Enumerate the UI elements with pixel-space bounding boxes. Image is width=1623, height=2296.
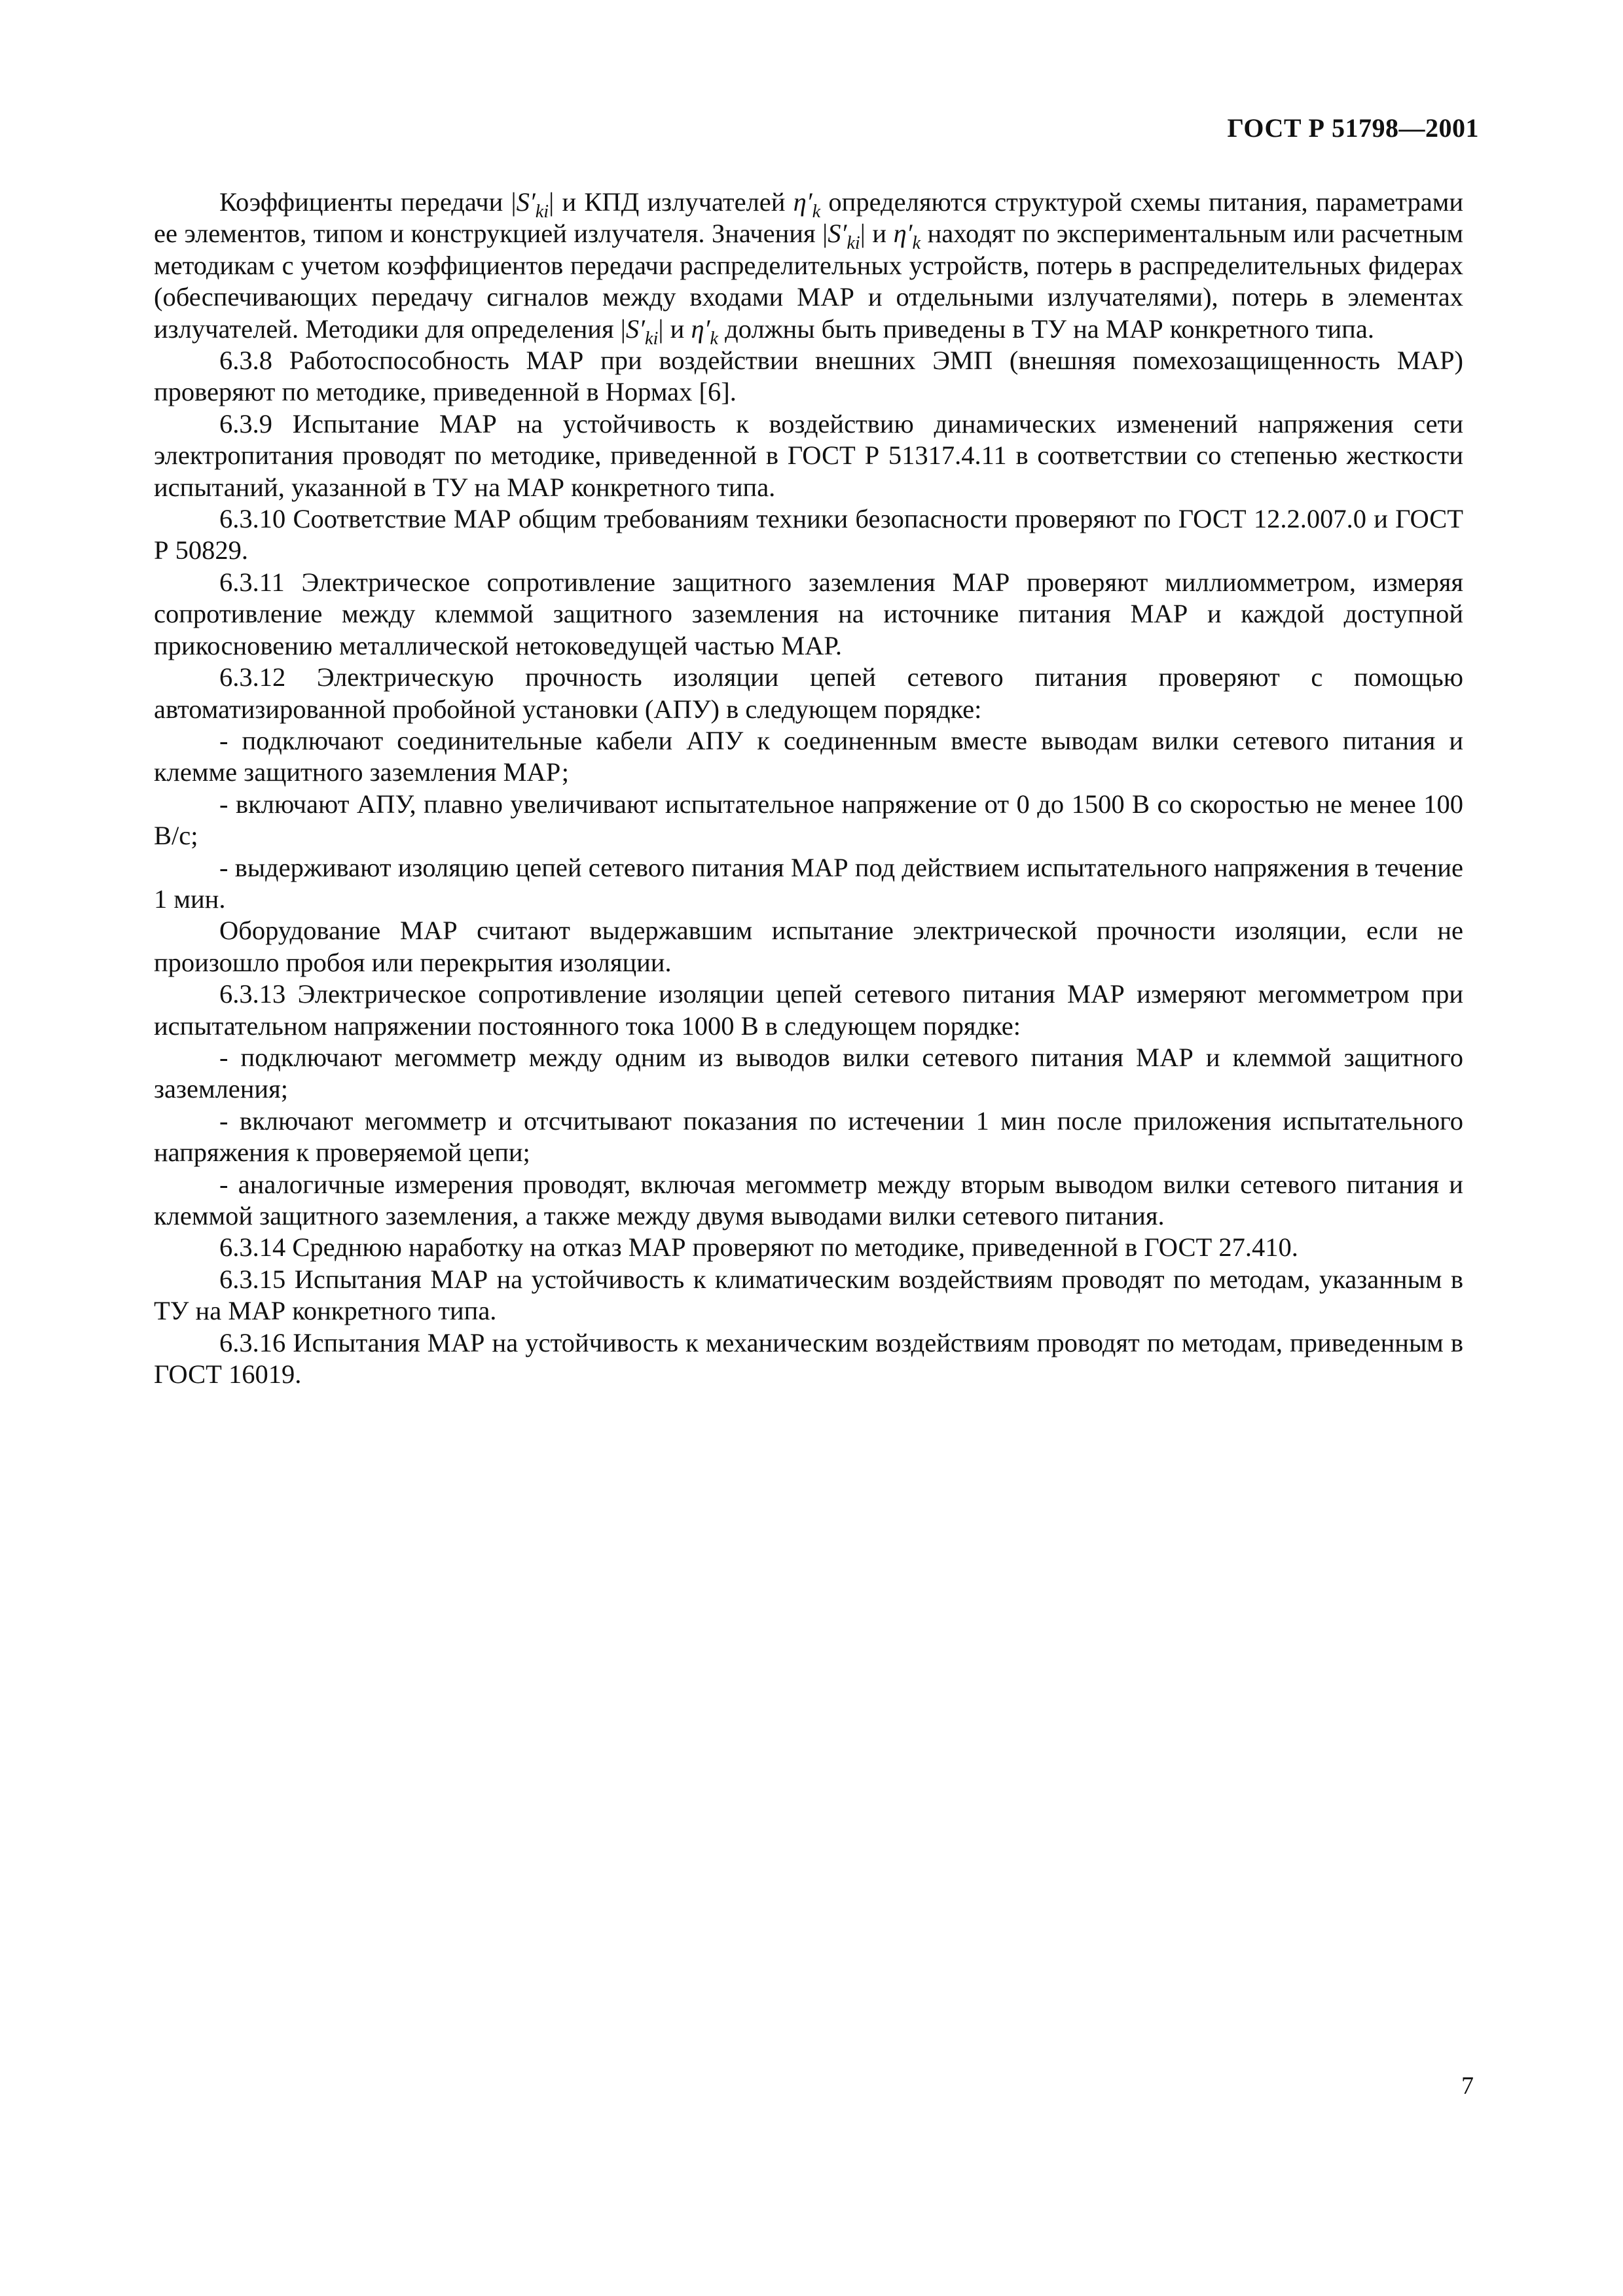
intro-text-4: и <box>865 219 894 249</box>
clause-6-3-13-step-3: - аналогичные измерения проводят, включая мегомметр между вторым выводом вилки сетевого питания и клеммой защитного заземления, а также между двумя выводами вилки сетевого питания. <box>154 1169 1463 1230</box>
abs-bar-open: | <box>620 314 626 344</box>
intro-text-1: Коэффициенты передачи <box>219 187 511 217</box>
symbol-s-ki <box>828 219 860 254</box>
intro-text-2: и КПД излучателей <box>554 187 793 217</box>
clause-6-3-12: 6.3.12 Электрическую прочность изоляции цепей сетевого питания проверяют с помощью автоматизированной пробойной установки (АПУ) в следующем порядке: <box>154 662 1463 724</box>
symbol-prime: ′ <box>841 219 847 249</box>
intro-paragraph <box>154 187 1463 349</box>
abs-bar-open: | <box>822 219 828 249</box>
symbol-prime: ′ <box>704 314 710 344</box>
symbol-s: S <box>625 314 640 344</box>
intro-text-5: находят по экспериментальным или расчетным методикам с учетом коэффициентов передачи распределительных устройств, потерь в распределительных фидерах (обеспечивающих передачу сигналов между входами МАР и отдельными излучателями), потерь в элементах излучателей. Методики для определения <box>154 219 1463 344</box>
symbol-sub-ki: ki <box>644 328 659 349</box>
symbol-sub-k: k <box>710 328 719 349</box>
symbol-eta: η <box>893 219 907 249</box>
clause-6-3-11: 6.3.11 Электрическое сопротивление защитного заземления МАР проверяют миллиомметром, измеряя сопротивление между клеммой защитного заземления на источнике питания МАР и каждой доступной прикосновению металлической нетоковедущей частью МАР. <box>154 567 1463 660</box>
symbol-s: S <box>516 187 530 217</box>
abs-bar-close: | <box>549 187 555 217</box>
symbol-prime: ′ <box>529 187 536 217</box>
symbol-s-ki <box>625 314 659 349</box>
clause-6-3-10: 6.3.10 Соответствие МАР общим требованиям техники безопасности проверяют по ГОСТ 12.2.007.0 и ГОСТ Р 50829. <box>154 504 1463 565</box>
clause-6-3-13: 6.3.13 Электрическое сопротивление изоляции цепей сетевого питания МАР измеряют мегомметром при испытательном напряжении постоянного тока 1000 В в следующем порядке: <box>154 979 1463 1041</box>
symbol-eta: η <box>793 187 807 217</box>
symbol-sub-k: k <box>812 201 821 222</box>
clause-6-3-9: 6.3.9 Испытание МАР на устойчивость к воздействию динамических изменений напряжения сети электропитания проводят по методике, приведенной в ГОСТ Р 51317.4.11 в соответствии со степенью жесткости испытаний, указанной в ТУ на МАР конкретного типа. <box>154 408 1463 502</box>
symbol-s-ki <box>516 187 549 222</box>
abs-bar-close: | <box>860 219 866 249</box>
clause-6-3-13-step-2: - включают мегомметр и отсчитывают показания по истечении 1 мин после приложения испытательного напряжения к проверяемой цепи; <box>154 1105 1463 1168</box>
symbol-prime: ′ <box>639 314 645 344</box>
clause-6-3-12-step-3: - выдерживают изоляцию цепей сетевого питания МАР под действием испытательного напряжения в течение 1 мин. <box>154 852 1463 914</box>
clause-6-3-16: 6.3.16 Испытания МАР на устойчивость к механическим воздействиям проводят по методам, приведенным в ГОСТ 16019. <box>154 1327 1463 1390</box>
clause-6-3-13-step-1: - подключают мегомметр между одним из выводов вилки сетевого питания МАР и клеммой защитного заземления; <box>154 1042 1463 1104</box>
symbol-eta-k <box>893 219 921 254</box>
symbol-prime: ′ <box>906 219 913 249</box>
symbol-sub-k: k <box>912 233 921 254</box>
intro-text-3: определяются структурой схемы питания, параметрами ее элементов, типом и конструкцией излучателя. Значения <box>154 187 1463 249</box>
symbol-sub-ki: ki <box>847 233 860 254</box>
symbol-sub-ki: ki <box>535 201 549 222</box>
clause-6-3-12-step-1: - подключают соединительные кабели АПУ к соединенным вместе выводам вилки сетевого питания и клемме защитного заземления МАР; <box>154 725 1463 787</box>
symbol-s: S <box>828 219 841 249</box>
symbol-eta-k <box>691 314 719 349</box>
intro-text-7: должны быть приведены в ТУ на МАР конкретного типа. <box>718 314 1374 344</box>
document-header: ГОСТ Р 51798—2001 <box>1227 113 1479 143</box>
clause-6-3-12-conclusion: Оборудование МАР считают выдержавшим испытание электрической прочности изоляции, если не произошло пробоя или перекрытия изоляции. <box>154 916 1463 977</box>
document-body <box>154 187 1463 1390</box>
clause-6-3-15: 6.3.15 Испытания МАР на устойчивость к климатическим воздействиям проводят по методам, указанным в ТУ на МАР конкретного типа. <box>154 1264 1463 1326</box>
intro-text-6: и <box>663 314 691 344</box>
page-number: 7 <box>1461 2072 1474 2100</box>
symbol-eta-k <box>793 187 821 222</box>
clause-6-3-12-step-2: - включают АПУ, плавно увеличивают испытательное напряжение от 0 до 1500 В со скоростью не менее 100 В/с; <box>154 789 1463 851</box>
symbol-prime: ′ <box>806 187 812 217</box>
clause-6-3-8: 6.3.8 Работоспособность МАР при воздействии внешних ЭМП (внешняя помехозащищенность МАР) проверяют по методике, приведенной в Нормах [6]. <box>154 346 1463 407</box>
abs-bar-open: | <box>511 187 517 217</box>
symbol-eta: η <box>691 314 704 344</box>
abs-bar-close: | <box>658 314 664 344</box>
clause-6-3-14: 6.3.14 Среднюю наработку на отказ МАР проверяют по методике, приведенной в ГОСТ 27.410. <box>219 1232 1298 1263</box>
